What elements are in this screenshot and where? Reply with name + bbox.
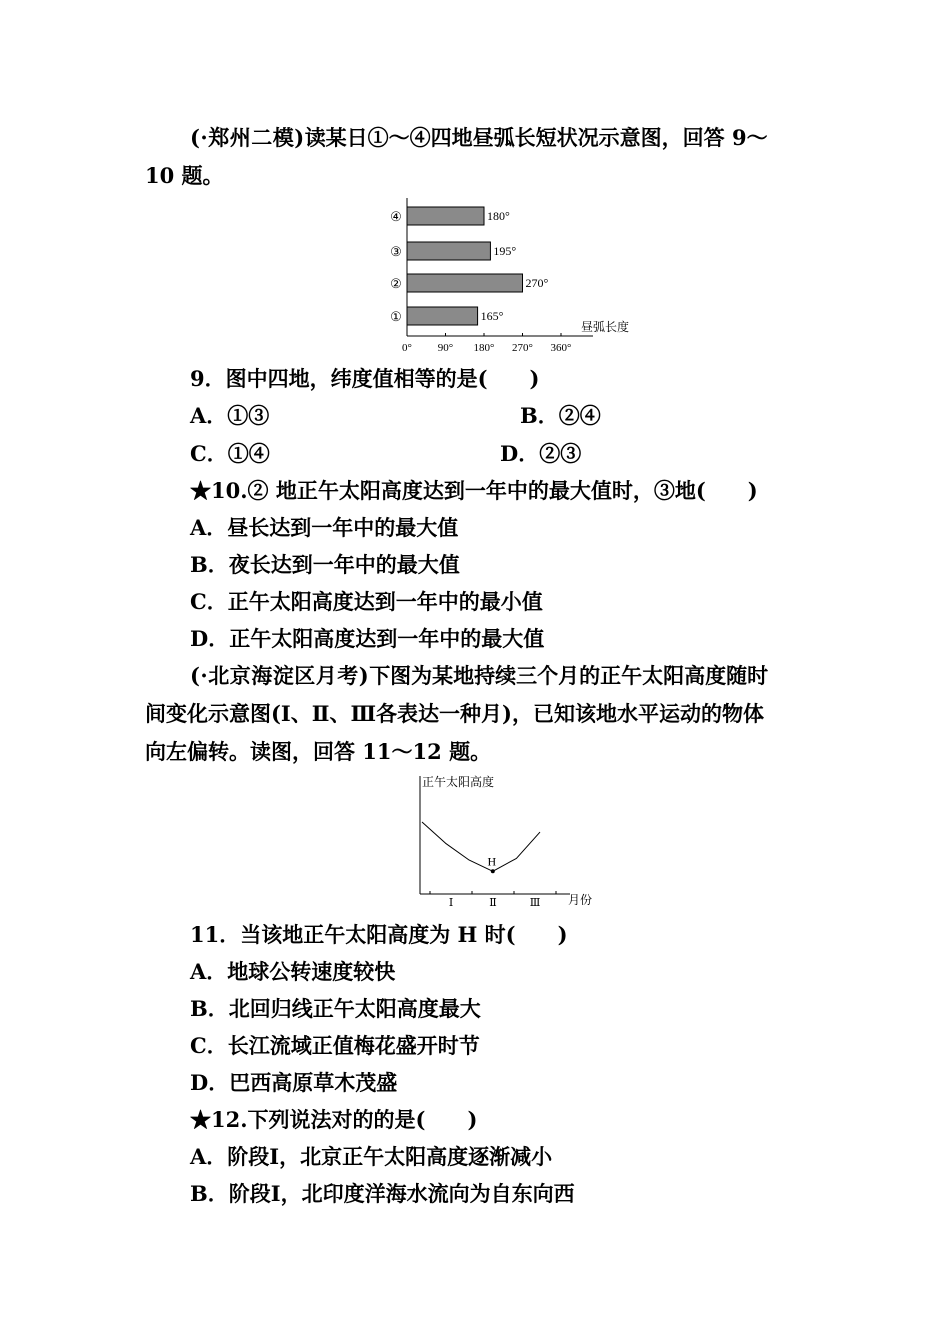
category-label: ③ — [390, 244, 402, 259]
intro-2-line-2: 间变化示意图(Ⅰ、Ⅱ、Ⅲ各表达一种月)，已知该地水平运动的物体 — [145, 701, 764, 726]
x-category-label: Ⅲ — [529, 897, 541, 909]
q9-option-b[interactable]: B．②④ — [520, 403, 601, 428]
intro-1-line-1 — [190, 125, 768, 151]
bar — [407, 207, 484, 225]
q12-option-b[interactable]: B．阶段Ⅰ，北印度洋海水流向为自东向西 — [190, 1181, 575, 1206]
bar — [407, 274, 523, 292]
x-axis-title: 月份 — [567, 893, 593, 907]
noon-sun-altitude-chart — [408, 772, 608, 912]
x-category-label: Ⅰ — [448, 897, 454, 909]
q9-stem: 9．图中四地，纬度值相等的是( ) — [190, 366, 540, 391]
q11-option-a[interactable]: A．地球公转速度较快 — [190, 959, 396, 984]
intro-2-line-3: 向左偏转。读图，回答 11～12 题。 — [145, 739, 492, 764]
bar — [407, 307, 478, 325]
q9-option-d[interactable]: D．②③ — [500, 441, 582, 466]
intro-1-line-2: 10 题。 — [145, 163, 224, 188]
intro-text: 读某日①～④四地昼弧长短状况示意图，回答 9～ — [304, 125, 768, 150]
q11-option-b[interactable]: B．北回归线正午太阳高度最大 — [190, 996, 481, 1021]
intro-2-line-1 — [190, 663, 768, 689]
q10-option-b[interactable]: B．夜长达到一年中的最大值 — [190, 552, 460, 577]
q12-stem: ★12.下列说法对的的是( ) — [190, 1107, 478, 1132]
y-axis-title: 正午太阳高度 — [422, 775, 495, 789]
q11-option-c[interactable]: C．长江流域正值梅花盛开时节 — [190, 1033, 480, 1058]
q11-option-d[interactable]: D．巴西高原草木茂盛 — [190, 1070, 398, 1095]
point-h — [491, 869, 495, 873]
x-tick-label: 180° — [473, 342, 495, 354]
x-tick-label: 90° — [437, 342, 454, 354]
series-line — [422, 822, 540, 871]
bar — [407, 242, 490, 260]
chart-content — [420, 774, 592, 909]
q10-stem: ★10.② 地正午太阳高度达到一年中的最大值时，③地( ) — [190, 478, 758, 503]
intro-text: 下图为某地持续三个月的正午太阳高度随时 — [369, 663, 769, 688]
x-axis-title: 昼弧长度 — [580, 320, 630, 334]
category-label: ④ — [390, 209, 402, 224]
x-tick-label: 360° — [550, 342, 572, 354]
x-tick-label: 270° — [512, 342, 533, 354]
daylight-arc-bar-chart — [383, 196, 630, 361]
q12-option-a[interactable]: A．阶段Ⅰ，北京正午太阳高度逐渐减小 — [190, 1144, 553, 1169]
bar-value-label: 195° — [493, 244, 517, 258]
x-tick-label: 0° — [402, 342, 412, 354]
annotation-label: H — [487, 854, 497, 869]
q10-option-c[interactable]: C．正午太阳高度达到一年中的最小值 — [190, 589, 543, 614]
q9-option-a[interactable]: A．①③ — [190, 403, 270, 428]
q10-option-a[interactable]: A．昼长达到一年中的最大值 — [190, 515, 459, 540]
bar-value-label: 270° — [525, 276, 549, 290]
chart-bars — [407, 207, 523, 325]
x-category-label: Ⅱ — [489, 897, 497, 909]
category-label: ② — [390, 276, 402, 291]
source-tag: (·郑州二模) — [190, 125, 305, 150]
q10-option-d[interactable]: D．正午太阳高度达到一年中的最大值 — [190, 626, 545, 651]
bar-value-label: 165° — [480, 309, 504, 323]
bar-value-label: 180° — [487, 209, 510, 223]
source-tag: (·北京海淀区月考) — [190, 663, 370, 688]
category-label: ① — [390, 309, 402, 324]
q9-option-c[interactable]: C．①④ — [190, 441, 270, 466]
q11-stem: 11．当该地正午太阳高度为 H 时( ) — [190, 922, 568, 947]
